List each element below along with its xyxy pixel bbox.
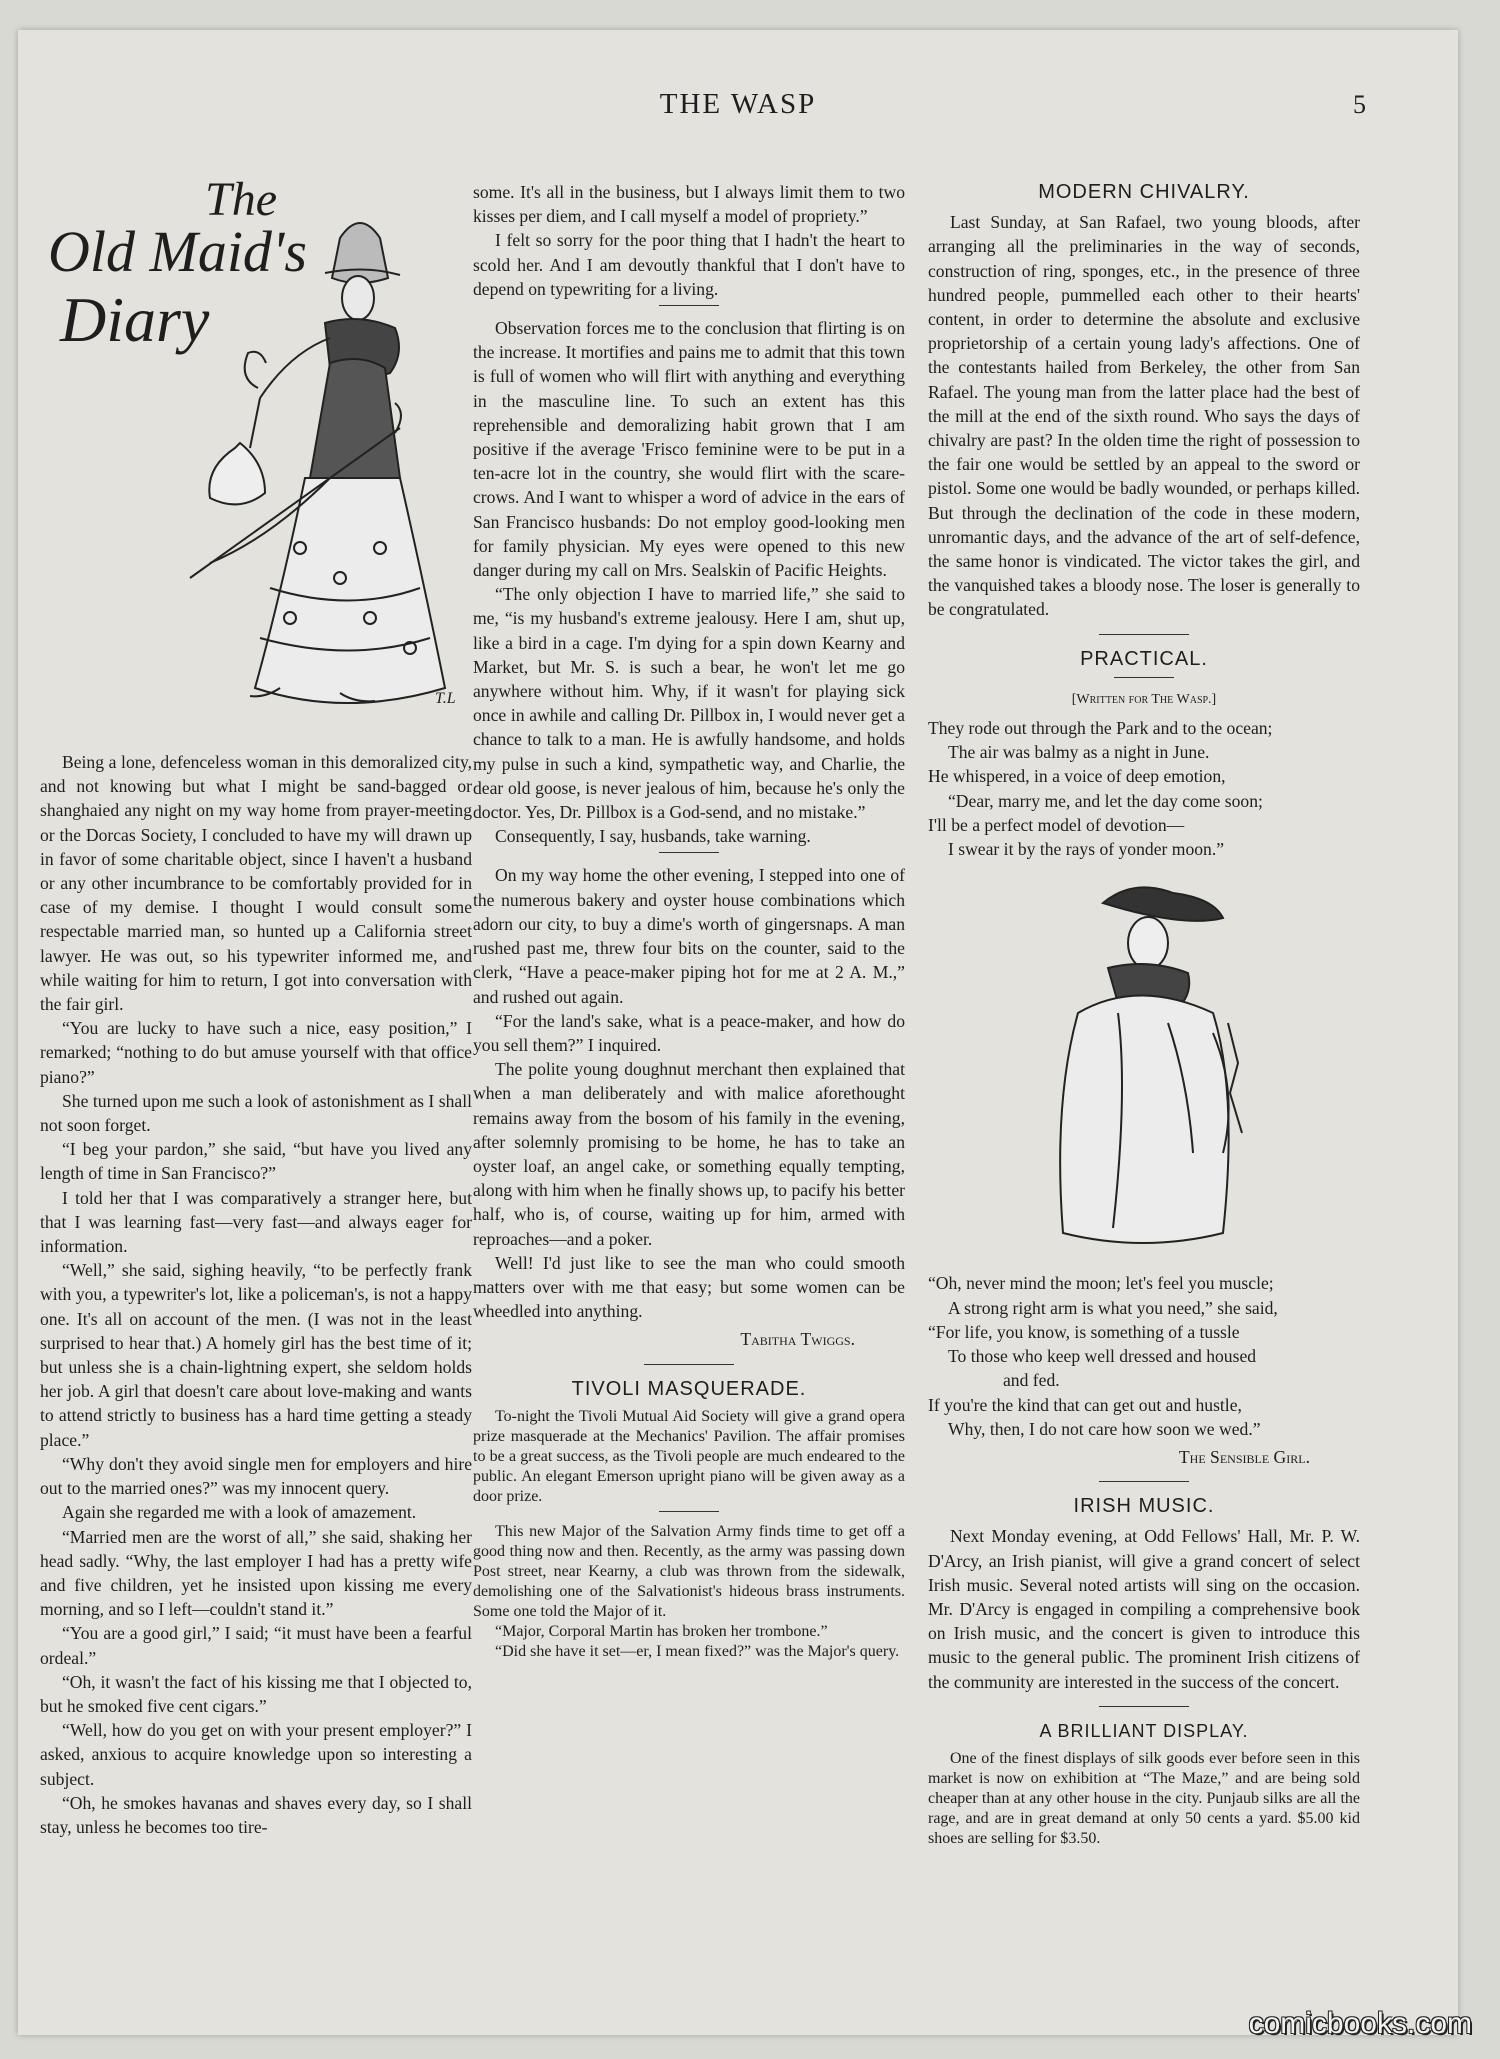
article-heading: TIVOLI MASQUERADE. <box>571 1377 807 1400</box>
poem-line: They rode out through the Park and to the ocean; <box>928 718 1273 739</box>
article-paragraph: “Did she have it set—er, I mean fixed?” was the Major's query. <box>495 1642 900 1660</box>
running-head: THE WASP <box>659 88 817 120</box>
diary-paragraph: Observation forces me to the conclusion that flirting is on the increase. It mortifies and pains me to admit that this town is full of women who will flirt with anything and everything in the masculine line. To such an extent has this reprehensible and demoralizing habit grown that I am positive if the average 'Frisco feminine were to be put in a ten-acre lot in the country, she would flirt with the scare-crows. And I want to whisper a word of advice in the ears of San Francisco husbands: Do not employ good-looking men for family physician. My eyes were opened to this new danger during my call on Mrs. Sealskin of Pacific Heights. <box>473 318 905 581</box>
poem-line: Why, then, I do not care how soon we wed.” <box>948 1418 1261 1439</box>
poem-line: “Oh, never mind the moon; let's feel you muscle; <box>928 1273 1274 1294</box>
diary-paragraph: “Married men are the worst of all,” she said, shaking her head sadly. “Why, the last employer I had has a pretty wife and five children, yet he insisted upon kissing me every morning, and so I left—couldn't stand it.” <box>40 1526 472 1620</box>
logo-diary: Diary <box>60 284 210 355</box>
diary-paragraph: “For the land's sake, what is a peace-maker, and how do you sell them?” I inquired. <box>473 1010 905 1055</box>
newspaper-page <box>18 30 1458 2035</box>
diary-paragraph: “I beg your pardon,” she said, “but have you lived any length of time in San Francisco?” <box>40 1139 472 1184</box>
diary-paragraph: Again she regarded me with a look of amazement. <box>62 1502 417 1523</box>
poem-line: The air was balmy as a night in June. <box>948 742 1210 763</box>
section-divider <box>644 1364 734 1365</box>
diary-paragraph: I felt so sorry for the poor thing that I hadn't the heart to scold her. And I am devoutly thankful that I don't have to depend on typewriting for a living. <box>473 230 905 299</box>
diary-paragraph: “You are lucky to have such a nice, easy position,” I remarked; “nothing to do but amuse yourself with that office piano?” <box>40 1018 472 1087</box>
poem-stanza-1 <box>928 716 1360 861</box>
sensible-girl-illustration <box>928 873 1360 1253</box>
diary-paragraph: some. It's all in the business, but I always limit them to two kisses per diem, and I call myself a model of propriety.” <box>473 182 905 227</box>
diary-paragraph: The polite young doughnut merchant then explained that when a man deliberately and with malice aforethought remains away from the bosom of his family in the evening, after solemnly promising to be home, he has to take an oyster loaf, an angel cake, or something equally tempting, along with him when he finally shows up, to pacify his better half, who is, of course, waiting up for him, armed with reproaches—and a poker. <box>473 1059 905 1249</box>
signature: The Sensible Girl. <box>1178 1446 1310 1467</box>
poem-line: and fed. <box>1003 1370 1060 1391</box>
diary-paragraph: “Well, how do you get on with your present employer?” I asked, anxious to acquire knowledge upon so interesting a subject. <box>40 1720 472 1789</box>
diary-paragraph: Being a lone, defenceless woman in this demoralized city, and not knowing but what I might be sand-bagged or shanghaied any night on my way home from prayer-meeting or the Dorcas Society, I concluded to have my will drawn up in favor of some charitable object, since I haven't a husband or any other incumbrance to be comfortably provided for in case of my demise. I thought I would consult some respectable married man, so hunted up a California street lawyer. He was out, so his typewriter informed me, and while waiting for him to return, I got into conversation with the fair girl. <box>40 752 472 1015</box>
article-paragraph: To-night the Tivoli Mutual Aid Society will give a grand opera prize masquerade at the Mechanics' Pavilion. The affair promises to be a great success, as the Tivoli people are much endeared to the public. An elegant Emerson upright piano will be given away as a door prize. <box>473 1407 905 1505</box>
diary-paragraph: “Well,” she said, sighing heavily, “to be perfectly frank with you, a typewriter's lot, like a policeman's, is not a happy one. It's all on account of the men. (I was not in the least surprised to hear that.) A homely girl has the best time of it; but unless she is a chain-lightning expert, she seldom holds her job. A girl that doesn't care about love-making and wants to attend strictly to business has a hard time getting a steady place.” <box>40 1260 472 1450</box>
diary-paragraph: “Oh, it wasn't the fact of his kissing me that I objected to, but he smoked five cent cigars.” <box>40 1671 472 1716</box>
logo-the: The <box>205 173 277 226</box>
poem-line: To those who keep well dressed and housed <box>948 1346 1257 1367</box>
old-maid-illustration <box>40 148 472 738</box>
poem-line: He whispered, in a voice of deep emotion, <box>928 766 1226 787</box>
diary-paragraph: Consequently, I say, husbands, take warning. <box>495 826 811 847</box>
section-divider <box>1114 677 1174 678</box>
old-maid-drawing <box>40 148 472 738</box>
poem-stanza-2 <box>928 1271 1360 1440</box>
section-divider <box>659 305 719 306</box>
diary-paragraph: Well! I'd just like to see the man who could smooth matters over with me that easy; but some women can be wheedled into anything. <box>473 1252 905 1322</box>
section-divider <box>1099 1706 1189 1707</box>
article-paragraph: This new Major of the Salvation Army finds time to get off a good thing now and then. Recently, as the army was passing down Post street, near Kearny, a club was thrown from the sidewalk, demolishing one of the Salvationist's hideous brass instruments. Some one told the Major of it. <box>473 1522 905 1620</box>
section-divider <box>659 852 719 853</box>
diary-paragraph: “Why don't they avoid single men for employers and hire out to the married ones?” was my innocent query. <box>40 1453 472 1499</box>
page-number: 5 <box>1353 90 1366 119</box>
diary-paragraph: On my way home the other evening, I stepped into one of the numerous bakery and oyster house combinations which adorn our city, to buy a dime's worth of gingersnaps. A man rushed past me, threw four bits on the counter, said to the clerk, “Have a peace-maker piping hot for me at 2 A. M.,” and rushed out again. <box>473 865 905 1007</box>
column-3 <box>928 180 1360 1849</box>
diary-paragraph: “The only objection I have to married life,” she said to me, “is my husband's extreme jealousy. Here I am, shut up, like a bird in a cage. I'm dying for a spin down Kearny and Market, but Mr. S. is such a bear, he won't let me go anywhere without him. Why, if it wasn't for playing sick once in awhile and calling Dr. Pillbox in, I would never get a chance to talk to a man. He is awfully handsome, and holds my pulse in such a kind, sympathetic way, and Charlie, the dear old goose, is never jealous of him, because he's only the doctor. Yes, Dr. Pillbox is a God-send, and no mistake.” <box>473 584 905 823</box>
section-divider <box>1099 1481 1189 1482</box>
byline: [Written for The Wasp.] <box>1071 691 1217 707</box>
poem-line: I'll be a perfect model of devotion— <box>928 814 1185 835</box>
diary-paragraph: “Oh, he smokes havanas and shaves every day, so I shall stay, unless he becomes too tire- <box>40 1792 472 1837</box>
column-1 <box>40 148 472 1839</box>
poem-line: “Dear, marry me, and let the day come soon; <box>948 790 1263 811</box>
article-paragraph: “Major, Corporal Martin has broken her trombone.” <box>495 1622 828 1640</box>
section-divider <box>1099 634 1189 635</box>
poem-line: If you're the kind that can get out and hustle, <box>928 1394 1242 1415</box>
article-heading: IRISH MUSIC. <box>1073 1495 1215 1518</box>
diary-paragraph: She turned upon me such a look of astonishment as I shall not soon forget. <box>40 1090 472 1136</box>
poem-line: A strong right arm is what you need,” she said, <box>948 1297 1278 1318</box>
watermark: comicbooks.com <box>1248 2007 1472 2040</box>
article-paragraph: Next Monday evening, at Odd Fellows' Hall, Mr. P. W. D'Arcy, an Irish pianist, will give a grand concert of select Irish music. Several noted artists will sing on the occasion. Mr. D'Arcy is engaged in compiling a comprehensive book on Irish music, and the concert is given to introduce this music to the general public. The prominent Irish citizens of the community are interested in the success of the concert. <box>928 1526 1360 1692</box>
column-2 <box>473 180 905 1662</box>
poem-line: I swear it by the rays of yonder moon.” <box>948 839 1225 860</box>
article-heading: MODERN CHIVALRY. <box>1038 181 1250 203</box>
poem-line: “For life, you know, is something of a tussle <box>928 1321 1240 1342</box>
article-paragraph: One of the finest displays of silk goods ever before seen in this market is now on exhibition at “The Maze,” and are being sold cheaper than at any other house in the city. Punjaub silks are all the rage, and are in great demand at only 50 cents a yard. $5.00 kid shoes are selling for $3.50. <box>928 1749 1360 1847</box>
section-divider <box>659 1511 719 1512</box>
article-heading: A BRILLIANT DISPLAY. <box>1039 1720 1249 1741</box>
diary-paragraph: I told her that I was comparatively a stranger here, but that I was learning fast—very fast—and always eager for information. <box>40 1187 472 1257</box>
article-heading: PRACTICAL. <box>1080 647 1208 670</box>
illustrator-initials: T.L <box>435 690 456 707</box>
diary-paragraph: “You are a good girl,” I said; “it must have been a fearful ordeal.” <box>40 1623 472 1668</box>
article-paragraph: Last Sunday, at San Rafael, two young bloods, after arranging all the preliminaries in the way of seconds, construction of ring, sponges, etc., in the presence of three hundred people, pummelled each other to their hearts' content, in order to determine the absolute and exclusive proprietorship of a certain young lady's affections. One of the contestants hailed from Berkeley, the other from San Rafael. The young man from the latter place had the best of the mill at the end of the sixth round. Who says the days of chivalry are past? In the olden time the right of possession to the fair one would be settled by an appeal to the sword or pistol. Some one would be badly wounded, or perhaps killed. But through the declination of the code in these modern, unromantic days, and the advance of the art of self-defence, the same honor is vindicated. The victor takes the girl, and the vanquished takes a bloody nose. The loser is generally to be congratulated. <box>928 212 1360 620</box>
logo-old-maids: Old Maid's <box>48 219 307 284</box>
signature: Tabitha Twiggs. <box>740 1329 855 1350</box>
